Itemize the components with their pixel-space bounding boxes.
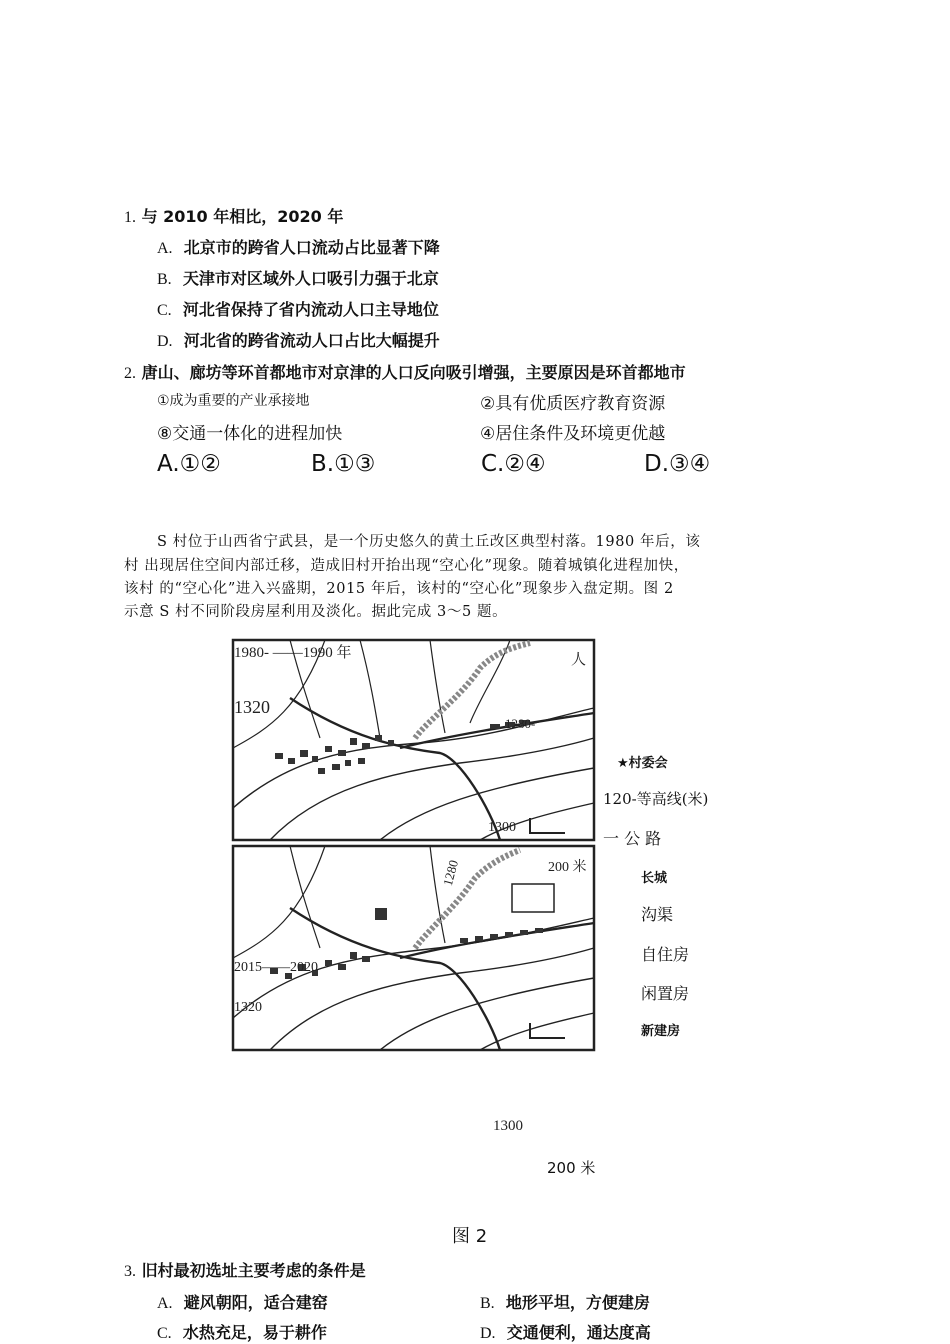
map-bottom-period: 2015——2020 — [234, 960, 318, 975]
q2-item-2: ②具有优质医疗教育资源 — [480, 394, 666, 414]
passage-line-4: 示意 S 村不同阶段房屋利用及淡化。据此完成 3～5 题。 — [124, 604, 508, 620]
legend-gully: 沟渠 — [641, 905, 674, 924]
legend-great-wall: 长城 — [641, 871, 668, 886]
passage-line-3: 该村 的“空心化”进入兴盛期，2015 年后，该村的“空心化”现象步入盘定期。图 2 — [124, 581, 674, 597]
passage-line-2: 村 出现居住空间内部迁移，造成旧村开抬出现“空心化”现象。随着城镇化进程加快， — [124, 558, 689, 574]
q3-option-a: A. 避风朝阳，适合建窑 — [157, 1293, 328, 1312]
q2-choice-d: D.③④ — [644, 451, 711, 477]
q2-item-4: ④居住条件及环境更优越 — [480, 424, 666, 444]
map-top-corner: 人 — [571, 652, 587, 668]
figure-caption: 图 2 — [452, 1226, 488, 1247]
q1-stem-line — [124, 204, 343, 227]
q1-stem: 与 2010 年相比，2020 年 — [141, 207, 344, 226]
map-bottom-contour-left: 1320 — [234, 1000, 262, 1015]
below-map-scale: 200 米 — [547, 1159, 596, 1177]
village-map — [230, 638, 598, 1054]
q2-choice-b: B.①③ — [311, 451, 376, 477]
q1-option-a: A. 北京市的跨省人口流动占比显著下降 — [157, 238, 440, 257]
q1-option-c: C. 河北省保持了省内流动人口主导地位 — [157, 300, 439, 319]
q3-option-c: C. 水热充足，易于耕作 — [157, 1323, 327, 1342]
q3-stem: 旧村最初选址主要考虑的条件是 — [141, 1261, 366, 1280]
map-top-contour-road: 1280- — [505, 716, 536, 731]
map-bottom-scale: 200 米 — [548, 860, 587, 875]
q2-item-1: ①成为重要的产业承接地 — [157, 393, 310, 409]
legend-occupied: 自住房 — [641, 945, 690, 964]
legend-road: 一 公 路 — [603, 829, 662, 848]
map-panel-top — [233, 640, 594, 840]
legend-new: 新建房 — [641, 1024, 681, 1039]
legend-idle: 闲置房 — [641, 984, 690, 1003]
q3-number: 3. — [124, 1263, 136, 1280]
map-bottom-contour-mid: 1280 — [439, 858, 462, 888]
q2-number: 2. — [124, 365, 136, 382]
map-top-contour-bottom: 1300 — [488, 820, 516, 835]
passage-line-1: S 村位于山西省宁武县，是一个历史悠久的黄土丘改区典型村落。1980 年后，该 — [157, 534, 701, 550]
below-map-contour: 1300 — [493, 1118, 523, 1134]
map-panel-bottom — [233, 846, 594, 1050]
q2-choice-c: C.②④ — [481, 451, 546, 477]
q3-stem-line — [124, 1258, 366, 1281]
legend-contour: 120-等高线(米) — [603, 790, 709, 808]
q1-option-b: B. 天津市对区域外人口吸引力强于北京 — [157, 269, 439, 288]
q2-stem-line — [124, 360, 686, 383]
map-top-contour-left: 1320 — [234, 697, 270, 717]
q3-option-d: D. 交通便利，通达度高 — [480, 1323, 651, 1342]
q2-choice-a: A.①② — [157, 451, 221, 477]
q2-stem: 唐山、廊坊等环首都地市对京津的人口反向吸引增强，主要原因是环首都地市 — [141, 363, 686, 382]
legend-village-committee: ★村委会 — [617, 756, 668, 771]
q1-number: 1. — [124, 209, 136, 226]
q2-item-3: ⑧交通一体化的进程加快 — [157, 424, 343, 444]
q1-option-d: D. 河北省的跨省流动人口占比大幅提升 — [157, 331, 440, 350]
map-top-period: 1980- ——1990 年 — [234, 645, 352, 661]
q3-option-b: B. 地形平坦，方便建房 — [480, 1293, 650, 1312]
